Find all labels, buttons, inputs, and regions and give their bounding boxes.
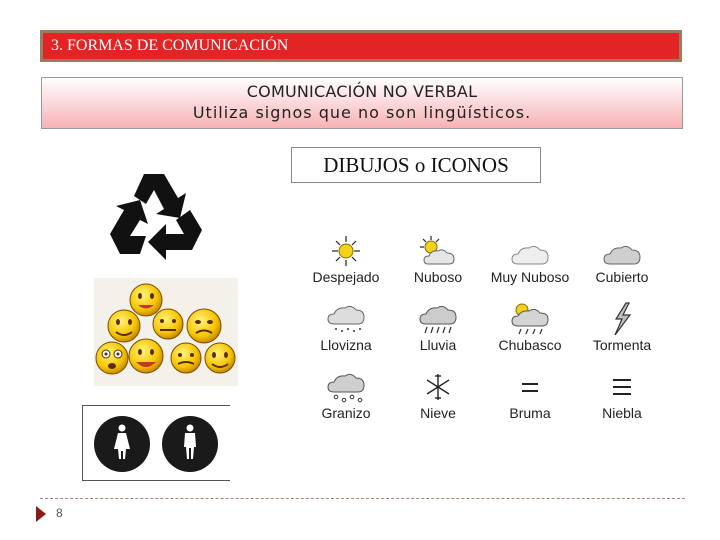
rain-icon bbox=[416, 302, 460, 336]
page-arrow-icon bbox=[36, 506, 46, 522]
weather-item bbox=[484, 370, 576, 421]
page-number: 8 bbox=[56, 506, 63, 520]
weather-item bbox=[300, 302, 392, 353]
cloud-light-icon bbox=[508, 234, 552, 268]
footer-divider bbox=[40, 498, 685, 499]
weather-label: Niebla bbox=[602, 405, 642, 421]
mist-icon bbox=[508, 370, 552, 404]
weather-label: Nuboso bbox=[413, 269, 463, 285]
sun-icon bbox=[324, 234, 368, 268]
weather-label: Lluvia bbox=[419, 337, 457, 353]
shower-icon bbox=[508, 302, 552, 336]
banner-subtitle: Utiliza signos que no son lingüísticos. bbox=[192, 103, 532, 122]
weather-item bbox=[392, 234, 484, 285]
weather-item bbox=[300, 370, 392, 421]
weather-label: Llovizna bbox=[320, 337, 372, 353]
weather-label: Tormenta bbox=[592, 337, 652, 353]
cloud-icon bbox=[600, 234, 644, 268]
fog-icon bbox=[600, 370, 644, 404]
hail-icon bbox=[324, 370, 368, 404]
weather-label: Granizo bbox=[321, 405, 371, 421]
weather-item bbox=[576, 370, 668, 421]
banner-heading: COMUNICACIÓN NO VERBAL bbox=[246, 82, 478, 101]
weather-label: Muy Nuboso bbox=[490, 269, 570, 285]
dibujos-label: DIBUJOS o ICONOS bbox=[291, 147, 541, 183]
snowflake-icon bbox=[416, 370, 460, 404]
banner bbox=[41, 77, 683, 129]
weather-icons-grid bbox=[300, 220, 670, 430]
weather-label: Nieve bbox=[420, 405, 456, 421]
weather-label: Despejado bbox=[312, 269, 380, 285]
slide-title: 3. FORMAS DE COMUNICACIÓN bbox=[40, 30, 682, 62]
weather-item bbox=[484, 234, 576, 285]
weather-label: Cubierto bbox=[595, 269, 649, 285]
weather-item bbox=[392, 370, 484, 421]
weather-label: Chubasco bbox=[498, 337, 562, 353]
weather-item bbox=[576, 234, 668, 285]
lightning-icon bbox=[600, 302, 644, 336]
weather-label: Bruma bbox=[509, 405, 551, 421]
weather-item bbox=[392, 302, 484, 353]
recycle-icon bbox=[106, 168, 206, 260]
restroom-signs-image bbox=[82, 405, 230, 481]
weather-item bbox=[484, 302, 576, 353]
sun-cloud-icon bbox=[416, 234, 460, 268]
emoji-faces-image bbox=[94, 278, 238, 386]
drizzle-icon bbox=[324, 302, 368, 336]
weather-item bbox=[300, 234, 392, 285]
weather-item bbox=[576, 302, 668, 353]
